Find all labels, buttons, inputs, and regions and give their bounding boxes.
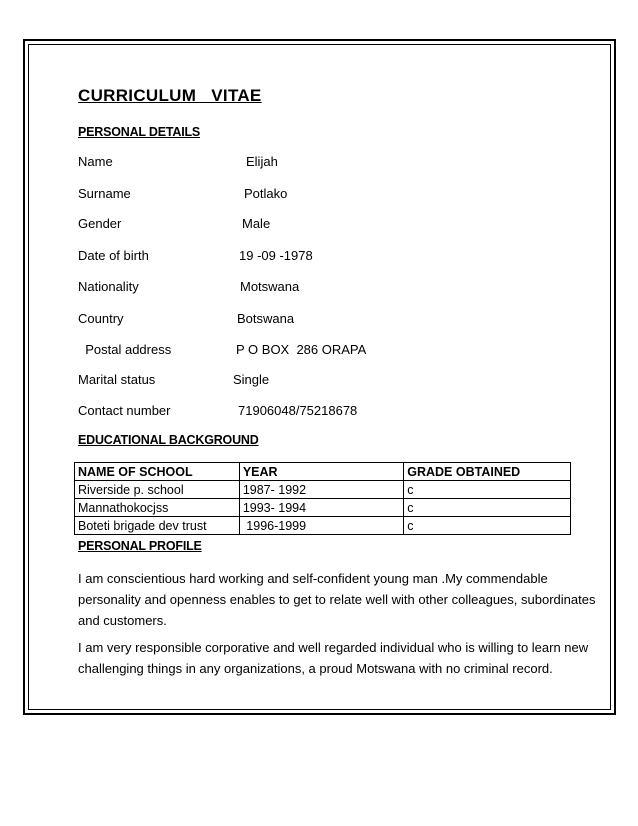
detail-row-nationality xyxy=(78,279,598,295)
detail-value: Single xyxy=(233,372,270,387)
table-cell: Boteti brigade dev trust xyxy=(75,517,240,535)
detail-label: Surname xyxy=(78,186,131,201)
table-header-row xyxy=(75,463,571,481)
profile-paragraph: I am very responsible corporative and well regarded individual who is willing to learn new challenging things in any organizations, a proud Motswana with no criminal record. xyxy=(78,640,589,676)
table-cell: c xyxy=(404,481,571,499)
detail-label: Date of birth xyxy=(78,248,149,263)
profile-paragraph: I am conscientious hard working and self-confident young man .My commendable personality and openness enables to get to relate well with other colleagues, subordinates and customers. xyxy=(78,571,596,628)
detail-row-marital-status xyxy=(78,372,598,388)
column-header: GRADE OBTAINED xyxy=(404,463,571,481)
detail-label: Country xyxy=(78,311,124,326)
table-cell: 1987- 1992 xyxy=(239,481,403,499)
detail-row-name xyxy=(78,154,598,170)
detail-row-gender xyxy=(78,216,598,232)
personal-profile-heading: PERSONAL PROFILE xyxy=(78,539,202,553)
detail-row-contact-number xyxy=(78,403,598,419)
table-cell: Riverside p. school xyxy=(75,481,240,499)
detail-label: Name xyxy=(78,154,113,169)
educational-background-heading: EDUCATIONAL BACKGROUND xyxy=(78,433,259,447)
detail-value: 19 -09 -1978 xyxy=(239,248,313,263)
detail-label: Postal address xyxy=(78,342,172,357)
detail-value: Botswana xyxy=(237,311,295,326)
table-row xyxy=(75,481,571,499)
detail-row-date-of-birth xyxy=(78,248,598,264)
table-cell: 1993- 1994 xyxy=(239,499,403,517)
table-cell: c xyxy=(404,499,571,517)
detail-value: Male xyxy=(242,216,271,231)
detail-value: Motswana xyxy=(240,279,300,294)
detail-value: P O BOX 286 ORAPA xyxy=(236,342,367,357)
education-table xyxy=(74,462,571,535)
table-cell: Mannathokocjss xyxy=(75,499,240,517)
detail-label: Nationality xyxy=(78,279,139,294)
detail-label: Gender xyxy=(78,216,122,231)
table-row xyxy=(75,499,571,517)
personal-details-heading: PERSONAL DETAILS xyxy=(78,125,201,139)
table-row xyxy=(75,517,571,535)
table-cell: c xyxy=(404,517,571,535)
column-header: NAME OF SCHOOL xyxy=(75,463,240,481)
detail-value: Elijah xyxy=(246,154,278,169)
detail-label: Marital status xyxy=(78,372,156,387)
detail-row-postal-address xyxy=(78,342,598,358)
detail-row-surname xyxy=(78,186,598,202)
column-header: YEAR xyxy=(239,463,403,481)
detail-label: Contact number xyxy=(78,403,171,418)
detail-value: 71906048/75218678 xyxy=(238,403,358,418)
detail-value: Potlako xyxy=(244,186,288,201)
document-title: CURRICULUM VITAE xyxy=(78,86,262,105)
detail-row-country xyxy=(78,311,598,327)
table-cell: 1996-1999 xyxy=(239,517,403,535)
